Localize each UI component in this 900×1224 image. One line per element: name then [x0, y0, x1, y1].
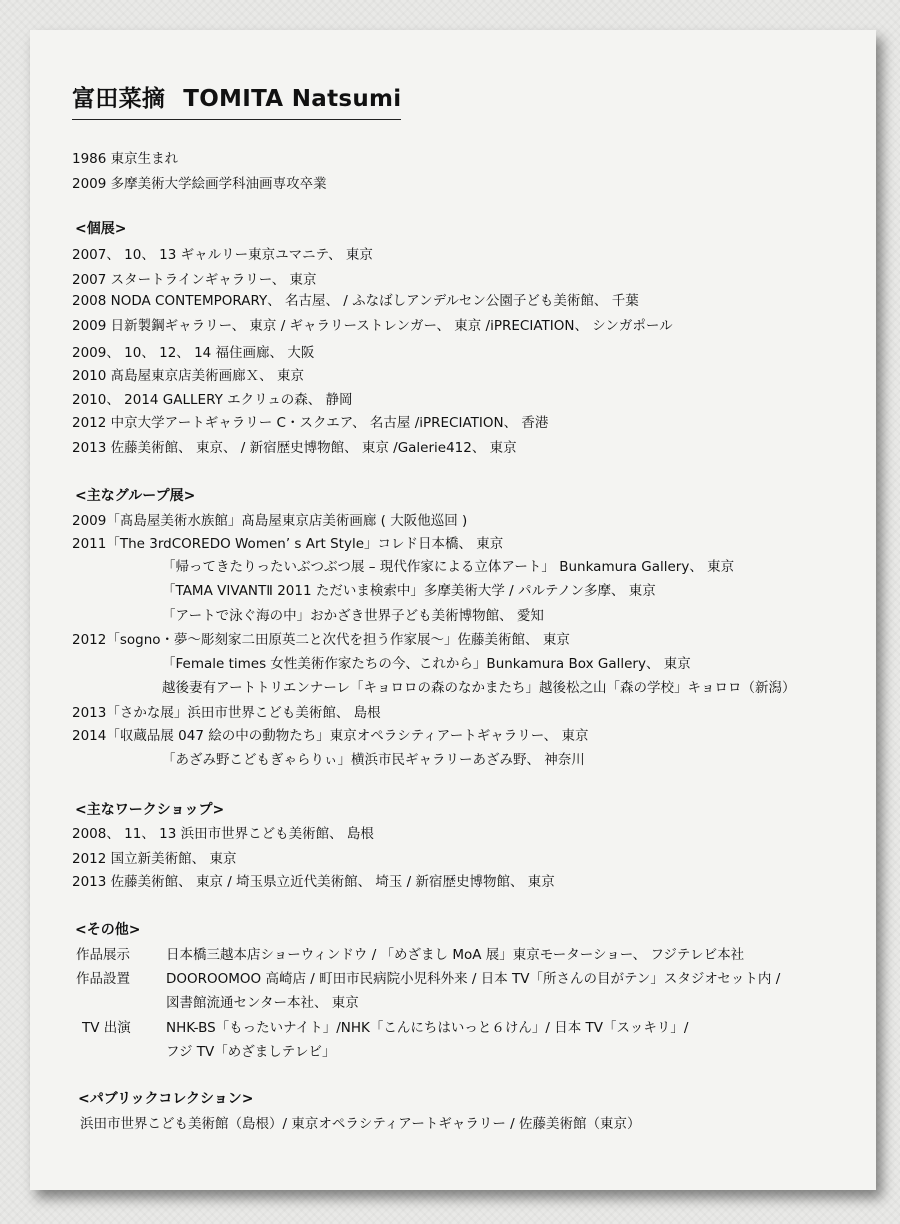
solo-item: 2012 中京大学アートギャラリー C・スクエア、 名古屋 /iPRECIATION、 香港 — [72, 415, 549, 431]
solo-item: 2013 佐藤美術館、 東京、 / 新宿歴史博物館、 東京 /Galerie412、 東京 — [72, 440, 517, 456]
group-item: 「帰ってきたりったいぶつぶつ展 – 現代作家による立体アート」 Bunkamura Gallery、 東京 — [162, 559, 735, 575]
other-heading: <その他> — [75, 922, 141, 938]
group-item: 「TAMA VIVANTⅡ 2011 ただいま検索中」多摩美術大学 / パルテノン多摩、 東京 — [162, 583, 656, 599]
solo-item: 2007 スタートラインギャラリー、 東京 — [72, 272, 317, 288]
group-item: 「Female times 女性美術作家たちの今、これから」Bunkamura Box Gallery、 東京 — [162, 656, 691, 672]
artist-name-en: TOMITA Natsumi — [183, 86, 402, 112]
solo-item: 2007、 10、 13 ギャルリー東京ユマニテ、 東京 — [72, 247, 373, 263]
collection-text: 浜田市世界こども美術館（島根）/ 東京オペラシティアートギャラリー / 佐藤美術館（東京） — [80, 1116, 641, 1132]
group-item: 2014「収蔵品展 047 絵の中の動物たち」東京オペラシティアートギャラリー、 東京 — [72, 728, 589, 744]
group-item: 越後妻有アートトリエンナーレ「キョロロの森のなかまたち」越後松之山「森の学校」キョロロ（新潟） — [162, 680, 796, 696]
artist-title — [72, 80, 401, 120]
artist-name-jp: 富田菜摘 — [72, 86, 166, 112]
exhibit-panel — [30, 30, 876, 1190]
group-item: 2013「さかな展」浜田市世界こども美術館、 島根 — [72, 705, 381, 721]
collection-heading: <パブリックコレクション> — [78, 1091, 254, 1107]
group-item: 2012「sogno・夢〜彫刻家二田原英二と次代を担う作家展〜」佐藤美術館、 東京 — [72, 632, 570, 648]
other-text: 図書館流通センター本社、 東京 — [166, 995, 359, 1011]
other-label: 作品展示 — [76, 947, 130, 963]
group-item: 2011「The 3rdCOREDO Women’ s Art Style」コレド日本橋、 東京 — [72, 536, 504, 552]
workshop-item: 2008、 11、 13 浜田市世界こども美術館、 島根 — [72, 826, 374, 842]
solo-item: 2009 日新製鋼ギャラリー、 東京 / ギャラリーストレンガー、 東京 /iPRECIATION、 シンガポール — [72, 318, 673, 334]
solo-heading: <個展> — [75, 221, 127, 237]
workshop-item: 2013 佐藤美術館、 東京 / 埼玉県立近代美術館、 埼玉 / 新宿歴史博物館、 東京 — [72, 874, 555, 890]
solo-item: 2010、 2014 GALLERY エクリュの森、 静岡 — [72, 392, 353, 408]
group-heading: <主なグループ展> — [75, 488, 196, 504]
group-item: 「アートで泳ぐ海の中」おかざき世界子ども美術博物館、 愛知 — [162, 608, 544, 624]
other-text: 日本橋三越本店ショーウィンドウ / 「めざまし MoA 展」東京モーターショー、 フジテレビ本社 — [166, 947, 745, 963]
solo-item: 2008 NODA CONTEMPORARY、 名古屋、 / ふなばしアンデルセン公園子ども美術館、 千葉 — [72, 293, 639, 309]
solo-item: 2010 髙島屋東京店美術画廊Ｘ、 東京 — [72, 368, 304, 384]
bio-line: 1986 東京生まれ — [72, 151, 179, 167]
other-label: TV 出演 — [82, 1020, 131, 1036]
bio-line: 2009 多摩美術大学絵画学科油画専攻卒業 — [72, 176, 327, 192]
workshop-item: 2012 国立新美術館、 東京 — [72, 851, 237, 867]
group-item: 2009「髙島屋美術水族館」髙島屋東京店美術画廊 ( 大阪他巡回 ) — [72, 513, 468, 529]
other-text: NHK-BS「もったいナイト」/NHK「こんにちはいっと６けん」/ 日本 TV「スッキリ」/ — [166, 1020, 689, 1036]
group-item: 「あざみ野こどもぎゃらりぃ」横浜市民ギャラリーあざみ野、 神奈川 — [162, 752, 585, 768]
other-text: フジ TV「めざましテレビ」 — [166, 1044, 336, 1060]
other-label: 作品設置 — [76, 971, 130, 987]
solo-item: 2009、 10、 12、 14 福住画廊、 大阪 — [72, 345, 315, 361]
workshop-heading: <主なワークショップ> — [75, 802, 225, 818]
other-text: DOOROOMOO 高崎店 / 町田市民病院小児科外来 / 日本 TV「所さんの目がテン」スタジオセット内 / — [166, 971, 781, 987]
